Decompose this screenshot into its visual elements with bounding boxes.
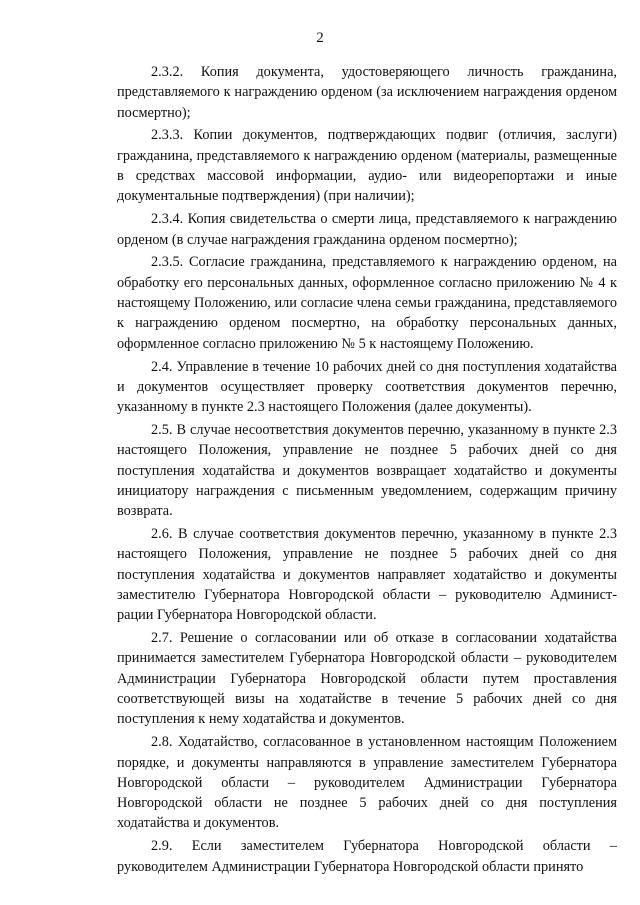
- paragraph-2-7: 2.7. Решение о согласовании или об отказе в согласовании ходатайства принимается заместителем Губернатора Новгородской области – руководителем Администрации Губернатора Новгородской области путем проставления соответствующей визы на ходатайстве в течение 5 рабочих дней со дня поступления к нему ходатайства и документов.: [117, 630, 617, 728]
- paragraph-2-5: 2.5. В случае несоответствия документов перечню, указанному в пункте 2.3 настоящего Положения, управление не позднее 5 рабочих дней со дня поступления ходатайства и документов возвращает ходатайство и документы инициатору награждения с письменным уведомлением, содержащим причину возврата.: [117, 422, 617, 520]
- paragraph-2-3-2: 2.3.2. Копия документа, удостоверяющего личность гражданина, представляемого к награждению орденом (за исключением награждения орденом посмертно);: [117, 64, 617, 121]
- paragraph-2-4: 2.4. Управление в течение 10 рабочих дней со дня поступления ходатайства и документов осуществляет проверку соответствия документов перечню, указанному в пункте 2.3 настоящего Положения (далее документы).: [117, 358, 617, 416]
- document-body: [117, 62, 617, 880]
- paragraph-2-8: 2.8. Ходатайство, согласованное в установленном настоящим Положением порядке, и документы направляются в управление заместителем Губернатора Новгородской области – руководителем Администрации Губернатора Новгородской области не позднее 5 рабочих дней со дня поступления ходатайства и документов.: [117, 734, 617, 832]
- paragraph-2-9: 2.9. Если заместителем Губернатора Новгородской области – руководителем Администрации Губернатора Новгородской области принято: [117, 838, 617, 875]
- paragraph-2-3-3: 2.3.3. Копии документов, подтверждающих подвиг (отличия, заслуги) гражданина, представляемого к награждению орденом (материалы, размещенные в средствах массовой информации, аудио- или видеорепортажи и иные документальные подтверждения) (при наличии);: [117, 127, 617, 205]
- paragraph-2-3-5: 2.3.5. Согласие гражданина, представляемого к награждению орденом, на обработку его персональных данных, оформленное согласно приложению № 4 к настоящему Положению, или согласие члена семьи гражданина, представляемого к награждению орденом посмертно, на обработку персональных данных, оформленное согласно приложению № 5 к настоящему Положению.: [117, 254, 617, 352]
- paragraph-2-6: 2.6. В случае соответствия документов перечню, указанному в пункте 2.3 настоящего Положения, управление не позднее 5 рабочих дней со дня поступления ходатайства и документов направляет ходатайство и документы заместителю Губернатора Новгородской области – руководителю Администрации Губернатора Новгородской области.: [117, 526, 617, 624]
- paragraph-2-3-4: 2.3.4. Копия свидетельства о смерти лица, представляемого к награждению орденом (в случае награждения гражданина орденом посмертно);: [117, 211, 617, 248]
- page-number: 2: [316, 30, 324, 46]
